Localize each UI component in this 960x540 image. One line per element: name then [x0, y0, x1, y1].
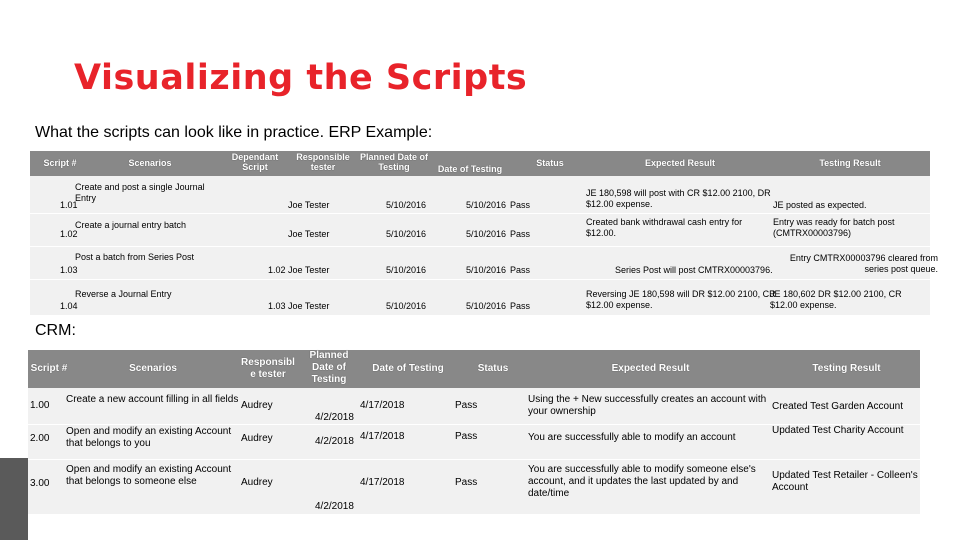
tester-name: Audrey [241, 400, 273, 411]
tester-name: Audrey [241, 433, 273, 444]
table-row [30, 214, 930, 246]
crm-header-status: Status [477, 363, 509, 374]
scenario-text: Create a journal entry batch [75, 220, 187, 230]
table-row [28, 460, 920, 514]
planned-date: 5/10/2016 [386, 200, 427, 210]
status-text: Pass [455, 431, 478, 442]
planned-date: 5/10/2016 [386, 265, 427, 275]
crm-header-scenarios: Scenarios [129, 363, 177, 374]
crm-header-script: Script # [30, 363, 68, 374]
slide-edge-bar [0, 458, 28, 540]
status-text: Pass [510, 200, 531, 210]
testing-date: 5/10/2016 [466, 200, 507, 210]
erp-header-script: Script # [43, 158, 77, 168]
erp-table-header [30, 151, 930, 176]
crm-header-result: Testing Result [812, 363, 881, 374]
erp-header-tester: Responsible tester [296, 152, 350, 172]
erp-header-expected: Expected Result [644, 158, 716, 168]
scenario-text: Open and modify an existing Account that belongs to someone else [66, 464, 232, 487]
erp-test-script-table [30, 151, 938, 315]
expected-result: Reversing JE 180,598 will DR $12.00 2100, CR $12.00 expense. [586, 289, 776, 310]
expected-result: Using the + New successfully creates an account with your ownership [528, 394, 767, 417]
table-row [30, 280, 930, 315]
script-number: 1.04 [60, 301, 78, 311]
expected-result: You are successfully able to modify an account [528, 432, 736, 443]
tester-name: Joe Tester [288, 301, 330, 311]
testing-result: Created Test Garden Account [772, 401, 904, 412]
erp-header-dependant: Dependant Script [231, 152, 279, 172]
scenario-text: Post a batch from Series Post [75, 252, 195, 262]
testing-date: 5/10/2016 [466, 265, 507, 275]
testing-date: 4/17/2018 [360, 477, 405, 488]
testing-result: Entry CMTRX00003796 cleared from series post queue. [789, 253, 938, 274]
status-text: Pass [455, 400, 478, 411]
planned-date: 4/2/2018 [315, 501, 354, 512]
tester-name: Joe Tester [288, 200, 330, 210]
testing-date: 4/17/2018 [360, 431, 405, 442]
slide-subtitle: What the scripts can look like in practice. ERP Example: [35, 124, 433, 141]
crm-table-header [28, 350, 920, 388]
testing-date: 5/10/2016 [466, 301, 507, 311]
crm-header-planned: Planned Date of Testing [309, 350, 349, 385]
table-row [28, 425, 920, 459]
expected-result: Series Post will post CMTRX00003796. [615, 265, 773, 275]
expected-result: You are successfully able to modify someone else's account, and it updates the last updated by and date/time [528, 464, 756, 499]
tester-name: Joe Tester [288, 265, 330, 275]
status-text: Pass [510, 265, 531, 275]
tester-name: Joe Tester [288, 229, 330, 239]
tester-name: Audrey [241, 477, 273, 488]
script-number: 1.00 [30, 400, 50, 411]
crm-test-script-table [28, 350, 920, 514]
testing-result: Entry was ready for batch post (CMTRX00003796) [773, 217, 895, 238]
erp-header-result: Testing Result [819, 158, 881, 168]
scenario-text: Open and modify an existing Account that belongs to you [66, 426, 232, 449]
planned-date: 4/2/2018 [315, 412, 354, 423]
dependant-script: 1.03 [268, 301, 286, 311]
erp-header-date: Date of Testing [437, 164, 503, 174]
scenario-text: Reverse a Journal Entry [75, 289, 172, 299]
erp-header-status: Status [536, 158, 564, 168]
testing-result: JE 180,602 DR $12.00 2100, CR $12.00 expense. [770, 289, 902, 310]
testing-result: Updated Test Retailer - Colleen's Account [772, 470, 918, 493]
status-text: Pass [510, 301, 531, 311]
dependant-script: 1.02 [268, 265, 286, 275]
script-number: 1.03 [60, 265, 78, 275]
planned-date: 5/10/2016 [386, 229, 427, 239]
status-text: Pass [510, 229, 531, 239]
erp-header-scenarios: Scenarios [128, 158, 172, 168]
testing-date: 5/10/2016 [466, 229, 507, 239]
table-row [28, 388, 920, 424]
scenario-text: Create and post a single Journal Entry [75, 182, 205, 203]
scenario-text: Create a new account filling in all fields [66, 394, 239, 405]
expected-result: JE 180,598 will post with CR $12.00 2100, DR $12.00 expense. [586, 188, 771, 209]
planned-date: 5/10/2016 [386, 301, 427, 311]
script-number: 2.00 [30, 433, 50, 444]
script-number: 3.00 [30, 478, 50, 489]
table-row [30, 247, 938, 279]
testing-result: JE posted as expected. [773, 200, 867, 210]
table-row [30, 176, 930, 213]
erp-header-planned: Planned Date of Testing [360, 152, 429, 172]
planned-date: 4/2/2018 [315, 436, 354, 447]
testing-result: Updated Test Charity Account [772, 425, 904, 436]
crm-section-label: CRM: [35, 322, 76, 339]
expected-result: Created bank withdrawal cash entry for $12.00. [586, 217, 743, 238]
status-text: Pass [455, 477, 478, 488]
script-number: 1.01 [60, 200, 78, 210]
crm-header-date: Date of Testing [372, 363, 444, 374]
crm-header-tester: Responsibl e tester [241, 357, 295, 380]
crm-header-expected: Expected Result [611, 363, 690, 374]
script-number: 1.02 [60, 229, 78, 239]
slide-title: Visualizing the Scripts [74, 58, 528, 98]
testing-date: 4/17/2018 [360, 400, 405, 411]
